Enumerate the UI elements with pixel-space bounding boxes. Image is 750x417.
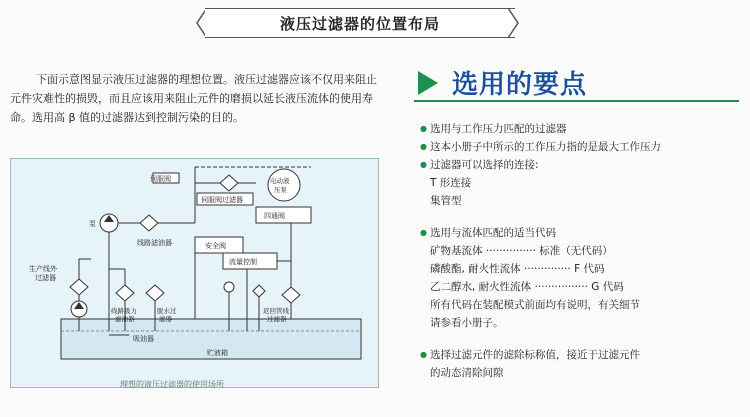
label-return-filter-1: 返回管线 (263, 307, 289, 315)
page-title: 液压过滤器的位置布局 (279, 15, 440, 33)
label-reservoir: 贮液箱 (207, 349, 228, 357)
label-servo-valve: 伺服阀 (150, 175, 171, 183)
label-dewater-filter-2: 滤器 (159, 315, 172, 323)
play-arrow-icon (418, 71, 438, 95)
list-item: ● 选择过滤元件的滤除标称值，接近于过滤元件 (420, 346, 750, 364)
list-subitem: 乙二醇水, 耐火性流体 ················ G 代码 (430, 281, 624, 293)
label-flow-control: 流量控制 (229, 258, 257, 266)
list-item: ● 选用与流体匹配的适当代码 (420, 224, 750, 242)
label-four-way-valve: 四通阀 (264, 212, 285, 220)
section-divider (414, 100, 739, 102)
label-pump: 泵 (89, 220, 96, 228)
list-item: ● 这本小册子中所示的工作压力指的是最大工作压力 (420, 138, 750, 156)
intro-paragraph: 下面示意图显示液压过滤器的理想位置。液压过滤器应该不仅用来阻止元件灾难性的损毁，而且应该用来阻止元件的磨损以延长液压流体的使用寿命。选用高 β 值的过滤器达到控制污染的目的。 (10, 73, 377, 124)
label-suction-strainer: 吸油器 (133, 335, 154, 343)
label-servo-filter: 伺服阀过滤器 (201, 196, 243, 204)
selection-points-list (420, 120, 750, 382)
label-dewater-filter-1: 脱水过 (157, 307, 177, 315)
list-subitem: 所有代码在装配模式前面均有说明，有关细节 (430, 299, 640, 311)
hydraulic-diagram (10, 158, 379, 388)
label-production-filter-1: 生产线外 (29, 265, 57, 273)
title-banner (205, 8, 515, 38)
label-line-filter: 线路滤油器 (137, 239, 172, 247)
list-item: ● 选用与工作压力匹配的过滤器 (420, 120, 750, 138)
label-safety-valve: 安全阀 (205, 242, 226, 250)
list-item: ● 过滤器可以选择的连接: (420, 156, 750, 174)
label-production-filter-2: 过滤器 (35, 274, 56, 282)
section-header (418, 64, 587, 101)
diagram-caption: 理想的液压过滤器的使用场所 (120, 380, 224, 389)
list-subitem: T 形连接 (430, 177, 472, 189)
list-subitem: 请参看小册子。 (430, 317, 504, 329)
list-subitem: 磷酸酯, 耐火性流体 ·············· F 代码 (430, 263, 605, 275)
label-suction-filter-1: 线路吸力 (111, 307, 137, 315)
section-title: 选用的要点 (452, 70, 588, 100)
label-motor-pump-2: 压泵 (274, 186, 287, 194)
list-subitem: 的动态清除间隙 (430, 367, 504, 379)
label-suction-filter-2: 滤油器 (115, 315, 135, 323)
hydraulic-schematic (11, 159, 378, 387)
list-subitem: 集管型 (430, 195, 462, 207)
list-subitem: 矿物基流体 ··············· 标准（无代码） (430, 245, 613, 257)
title-right-bracket-icon (507, 8, 519, 38)
label-return-filter-2: 过滤器 (267, 315, 287, 323)
label-motor-pump-1: 电动液 (270, 177, 290, 185)
